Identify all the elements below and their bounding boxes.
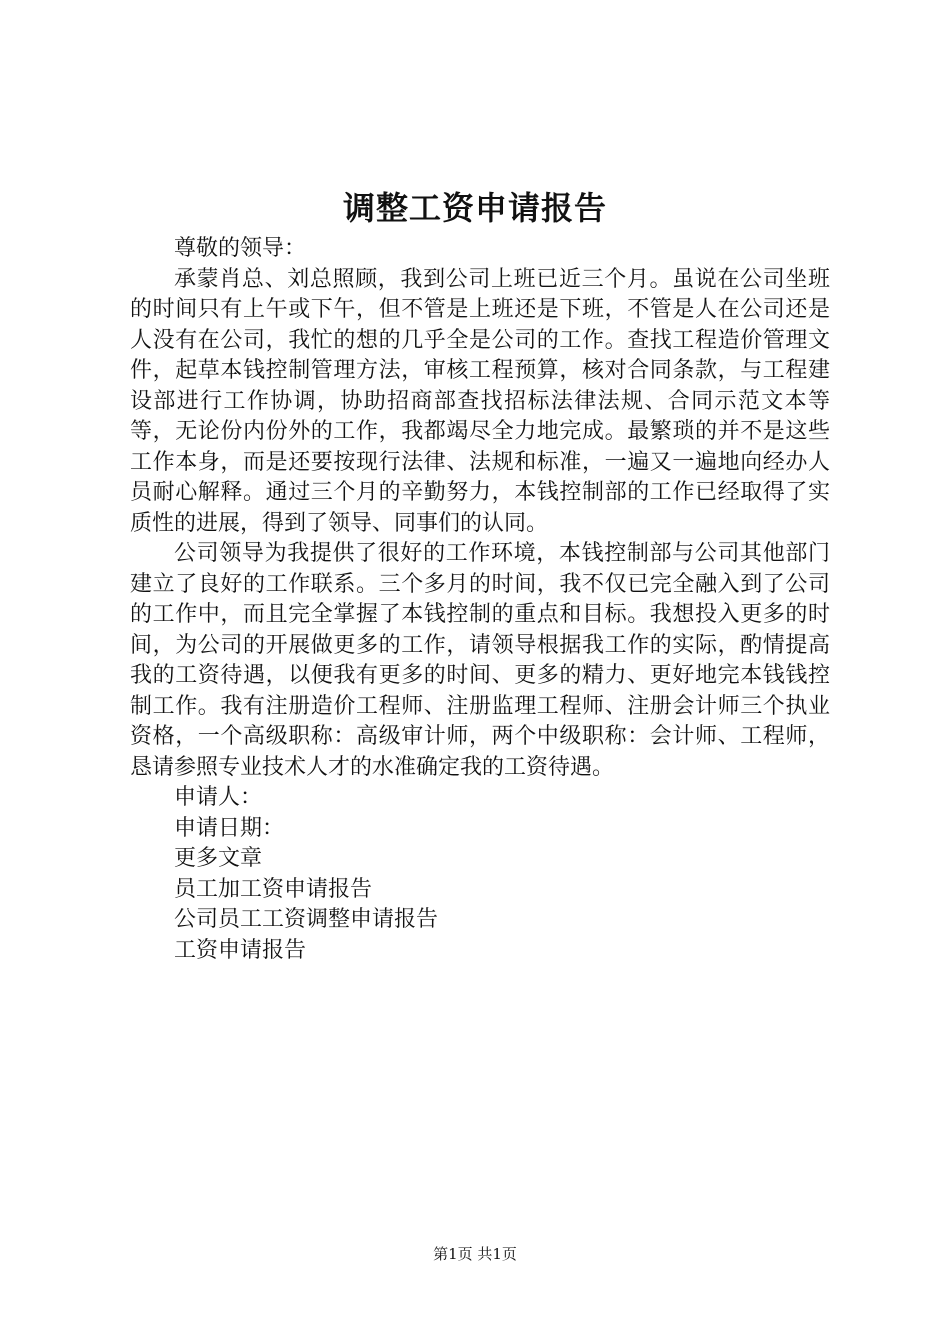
page-footer: 第1页 共1页 xyxy=(433,1245,517,1263)
paragraph-2: 公司领导为我提供了很好的工作环境，本钱控制部与公司其他部门建立了良好的工作联系。三个多月的时间，我不仅已完全融入到了公司的工作中，而且完全掌握了本钱控制的重点和目标。我想投入更多的时间，为公司的开展做更多的工作，请领导根据我工作的实际，酌情提高我的工资待遇，以便我有更多的时间、更多的精力、更好地完本钱钱控制工作。我有注册造价工程师、注册监理工程师、注册会计师三个执业资格，一个高级职称：高级审计师，两个中级职称：会计师、工程师，恳请参照专业技术人才的水准确定我的工资待遇。 xyxy=(130,541,830,780)
more-articles-heading: 更多文章 xyxy=(174,846,263,871)
salutation: 尊敬的领导： xyxy=(174,236,307,261)
date-line: 申请日期： xyxy=(174,815,285,841)
paragraph-1: 承蒙肖总、刘总照顾，我到公司上班已近三个月。虽说在公司坐班的时间只有上午或下午，但不管是上班还是下班，不管是人在公司还是人没有在公司，我忙的想的几乎全是公司的工作。查找工程造价管理文件，起草本钱控制管理方法，审核工程预算，核对合同条款，与工程建设部进行工作协调，协助招商部查找招标法律法规、合同示范文本等等，无论份内份外的工作，我都竭尽全力地完成。最繁琐的并不是这些工作本身，而是还要按现行法律、法规和标准，一遍又一遍地向经办人员耐心解释。通过三个月的辛勤努力，本钱控制部的工作已经取得了实质性的进展，得到了领导、同事们的认同。 xyxy=(130,266,830,536)
applicant-line: 申请人： xyxy=(174,785,263,810)
related-link-3[interactable]: 工资申请报告 xyxy=(174,937,307,963)
document-body xyxy=(130,234,830,966)
related-link-2[interactable]: 公司员工工资调整申请报告 xyxy=(174,907,439,932)
document-title: 调整工资申请报告 xyxy=(342,189,607,227)
related-link-1[interactable]: 员工加工资申请报告 xyxy=(174,876,373,902)
